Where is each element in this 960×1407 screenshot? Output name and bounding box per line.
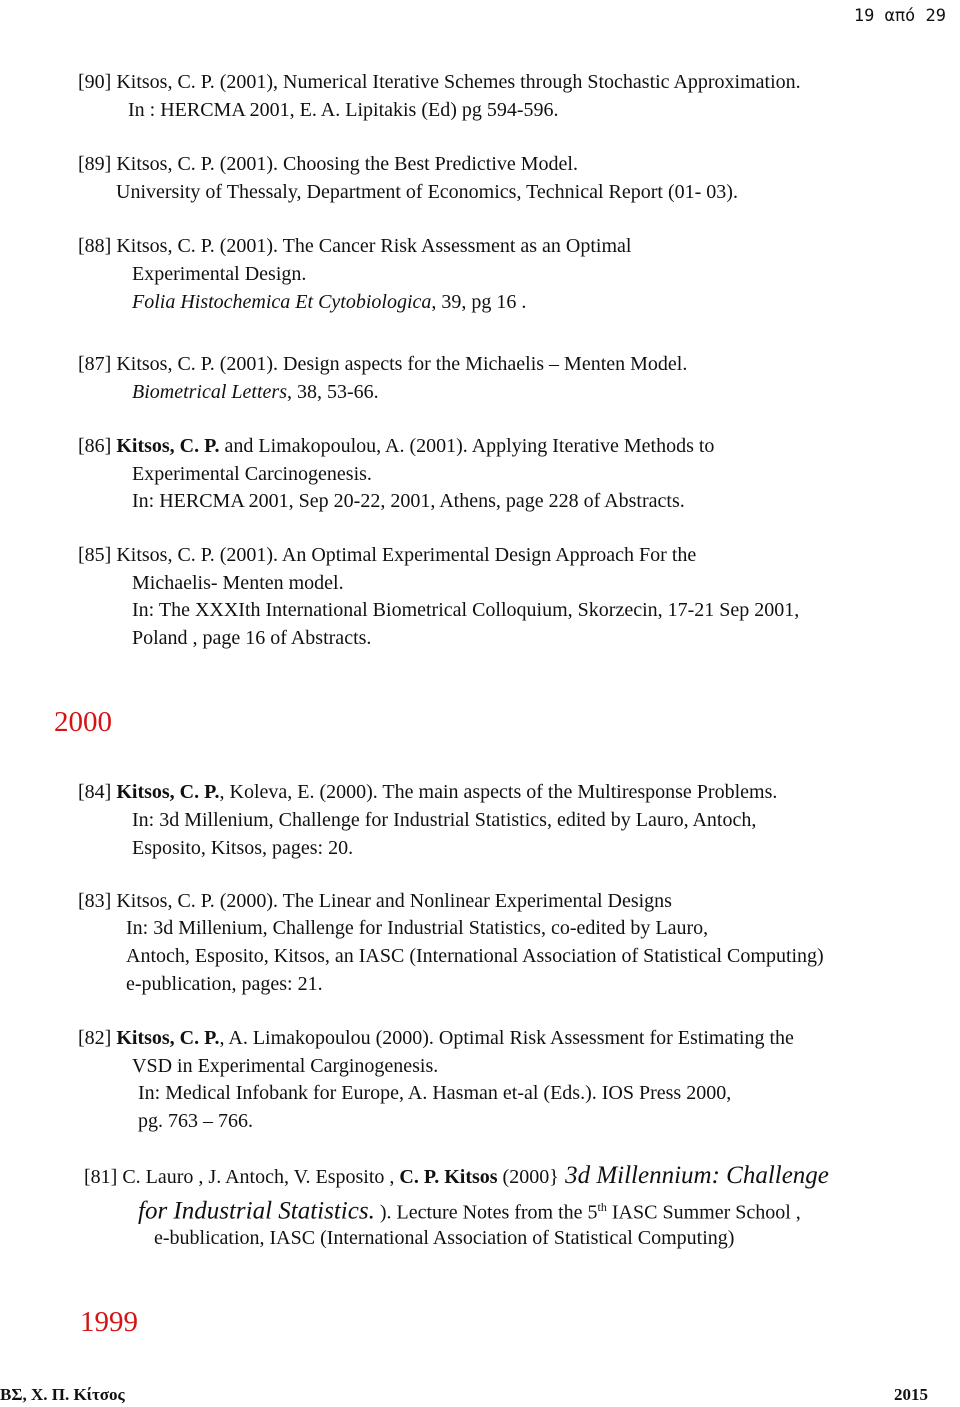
entry-83-line-4: e-publication, pages: 21.: [126, 973, 323, 995]
entry-85-line-4: Poland , page 16 of Abstracts.: [132, 627, 372, 649]
entry-89-line-2: University of Thessaly, Department of Economics, Technical Report (01- 03).: [116, 181, 738, 203]
entry-82-line-2: VSD in Experimental Carginogenesis.: [132, 1055, 439, 1077]
entry-88-line-2: Experimental Design.: [132, 263, 307, 285]
entry-82-line-1: [78, 1026, 794, 1050]
entry-86-line-1: [78, 434, 714, 458]
entry-88-details: , 39, pg 16 .: [431, 291, 527, 313]
book-title-part-1: 3d Millennium: Challenge: [558, 1162, 829, 1189]
entry-81-line-1: [84, 1164, 829, 1189]
author-bold: Kitsos, C. P.: [116, 781, 220, 803]
entry-82-line-3: In: Medical Infobank for Europe, A. Hasman et-al (Eds.). IOS Press 2000,: [138, 1082, 732, 1104]
entry-87-line-2: [132, 380, 379, 404]
entry-84-line-3: Esposito, Kitsos, pages: 20.: [132, 837, 354, 859]
entry-85-line-1: [85] Kitsos, C. P. (2001). An Optimal Experimental Design Approach For the: [78, 544, 697, 566]
entry-89-line-1: [89] Kitsos, C. P. (2001). Choosing the Best Predictive Model.: [78, 153, 578, 175]
entry-82-line-4: pg. 763 – 766.: [138, 1110, 253, 1132]
entry-81-line-3: e-bublication, IASC (International Association of Statistical Computing): [154, 1227, 735, 1249]
superscript-th: th: [597, 1200, 607, 1214]
entry-82-title: , A. Limakopoulou (2000). Optimal Risk Assessment for Estimating the: [219, 1027, 794, 1049]
entry-83-line-3: Antoch, Esposito, Kitsos, an IASC (International Association of Statistical Computing): [126, 945, 824, 967]
author-bold: Kitsos, C. P.: [116, 435, 220, 457]
entry-86-line-2: Experimental Carcinogenesis.: [132, 463, 372, 485]
author-bold: Kitsos, C. P.: [116, 1027, 220, 1049]
page-indicator: 19 από 29: [853, 6, 946, 26]
entry-number: [84]: [78, 781, 117, 803]
entry-86-line-3: In: HERCMA 2001, Sep 20-22, 2001, Athens, page 228 of Abstracts.: [132, 490, 685, 512]
entry-81-school: IASC Summer School ,: [606, 1201, 801, 1224]
entry-81-line-2: [138, 1195, 801, 1225]
footer-year: 2015: [894, 1385, 928, 1404]
entry-84-title: , Koleva, E. (2000). The main aspects of the Multiresponse Problems.: [219, 781, 778, 803]
book-title-part-2: for Industrial Statistics.: [138, 1197, 375, 1225]
journal-title: Folia Histochemica Et Cytobiologica: [132, 291, 432, 313]
entry-90-line-1: [90] Kitsos, C. P. (2001), Numerical Iterative Schemes through Stochastic Approximation.: [78, 71, 801, 93]
entry-85-line-3: In: The XXXIth International Biometrical Colloquium, Skorzecin, 17-21 Sep 2001,: [132, 599, 800, 621]
entry-81-authors: [81] C. Lauro , J. Antoch, V. Esposito ,: [84, 1166, 400, 1188]
entry-86-title: and Limakopoulou, A. (2001). Applying Iterative Methods to: [219, 435, 715, 457]
journal-title: Biometrical Letters: [132, 381, 287, 403]
entry-85-line-2: Michaelis- Menten model.: [132, 572, 344, 594]
entry-83-line-2: In: 3d Millenium, Challenge for Industrial Statistics, co-edited by Lauro,: [126, 917, 709, 939]
entry-84-line-2: In: 3d Millenium, Challenge for Industrial Statistics, edited by Lauro, Antoch,: [132, 809, 757, 831]
year-heading-2000: 2000: [54, 706, 112, 738]
footer-author: ΒΣ, Χ. Π. Κίτσος: [0, 1385, 125, 1404]
entry-88-line-3: [132, 290, 526, 314]
entry-87-details: , 38, 53-66.: [286, 381, 379, 403]
entry-81-year: (2000}: [497, 1166, 559, 1188]
entry-90-line-2: In : HERCMA 2001, E. A. Lipitakis (Ed) pg 594-596.: [128, 99, 559, 121]
entry-84-line-1: [78, 780, 777, 804]
year-heading-1999: 1999: [80, 1306, 138, 1338]
entry-88-line-1: [88] Kitsos, C. P. (2001). The Cancer Risk Assessment as an Optimal: [78, 235, 632, 257]
author-bold: C. P. Kitsos: [399, 1166, 498, 1188]
entry-81-lecture-notes: ). Lecture Notes from the 5: [374, 1201, 598, 1224]
entry-number: [82]: [78, 1027, 117, 1049]
entry-83-line-1: [83] Kitsos, C. P. (2000). The Linear and Nonlinear Experimental Designs: [78, 890, 672, 912]
entry-87-line-1: [87] Kitsos, C. P. (2001). Design aspects for the Michaelis – Menten Model.: [78, 353, 688, 375]
entry-number: [86]: [78, 435, 117, 457]
